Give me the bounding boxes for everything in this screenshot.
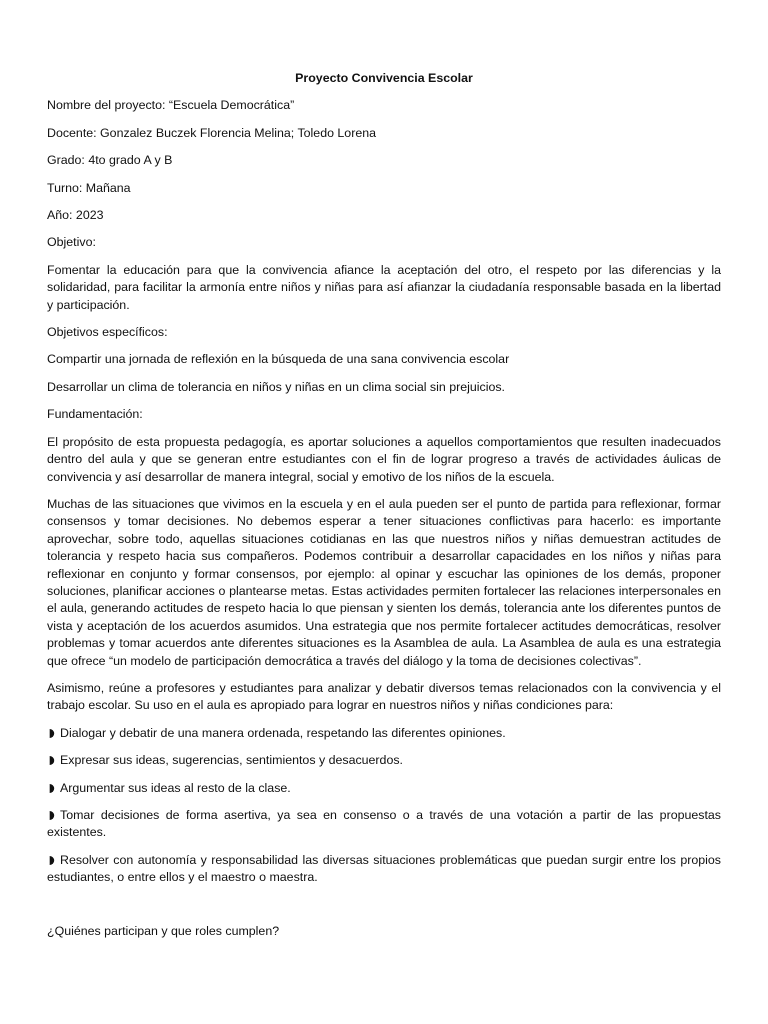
fundamentation-paragraph: Asimismo, reúne a profesores y estudiantes para analizar y debatir diversos temas relacionados con la convivencia y el trabajo escolar. Su uso en el aula es apropiado para lograr en nuestros niños y niñas condiciones para: bbox=[47, 680, 721, 713]
bullet-item bbox=[47, 725, 721, 742]
bullet-item bbox=[47, 852, 721, 887]
participants-question: ¿Quiénes participan y que roles cumplen? bbox=[47, 923, 280, 938]
bullet-text: Resolver con autonomía y responsabilidad las diversas situaciones problemáticas que puedan surgir entre los propios estudiantes, o entre ellos y el maestro o maestra. bbox=[47, 852, 721, 885]
half-circle-bullet-icon bbox=[47, 756, 56, 765]
grade-field: Grado: 4to grado A y B bbox=[47, 153, 173, 168]
shift-field: Turno: Mañana bbox=[47, 180, 131, 195]
fundamentation-heading: Fundamentación: bbox=[47, 407, 143, 422]
year-field: Año: 2023 bbox=[47, 208, 104, 223]
fundamentation-paragraph: El propósito de esta propuesta pedagogía, es aportar soluciones a aquellos comportamientos que resulten inadecuados dentro del aula y que se generan entre estudiantes con el fin de lograr progreso a través de actividades áulicas de convivencia y así desarrollar de manera integral, social y emotivo de los niños de la escuela. bbox=[47, 434, 721, 484]
bullet-text: Tomar decisiones de forma asertiva, ya sea en consenso o a través de una votación a partir de las propuestas existentes. bbox=[47, 808, 721, 840]
half-circle-bullet-icon bbox=[47, 729, 56, 738]
section-spacer bbox=[47, 897, 721, 923]
half-circle-bullet-icon bbox=[47, 856, 56, 865]
bullet-item bbox=[47, 807, 721, 842]
document-page bbox=[47, 70, 721, 950]
teacher-field: Docente: Gonzalez Buczek Florencia Melina; Toledo Lorena bbox=[47, 125, 376, 140]
bullet-item bbox=[47, 780, 721, 797]
specific-objective-item: Desarrollar un clima de tolerancia en niños y niñas en un clima social sin prejuicios. bbox=[47, 379, 505, 394]
specific-objectives-heading: Objetivos específicos: bbox=[47, 325, 168, 340]
bullet-text: Expresar sus ideas, sugerencias, sentimientos y desacuerdos. bbox=[60, 753, 403, 768]
objective-paragraph: Fomentar la educación para que la convivencia afiance la aceptación del otro, el respeto por las diferencias y la solidaridad, para facilitar la armonía entre niños y niñas para así afianzar la ciudadanía responsable basada en la libertad y participación. bbox=[47, 262, 721, 312]
fundamentation-paragraph: Muchas de las situaciones que vivimos en la escuela y en el aula pueden ser el punto de partida para reflexionar, formar consensos y tomar decisiones. No debemos esperar a tener situaciones conflictivas para hacerlo: es importante aprovechar, sobre todo, aquellas situaciones cotidianas en las que nuestros niños y niñas demuestran actitudes de tolerancia y respeto hacia sus compañeros. Podemos contribuir a desarrollar capacidades en los niños y niñas para reflexionar en conjunto y formar consensos, por ejemplo: al opinar y escuchar las opiniones de los demás, proponer soluciones, planificar acciones o plantearse metas. Estas actividades permiten fortalecer las relaciones interpersonales en el aula, generando actitudes de respeto hacia lo que piensan y sienten los demás, tolerancia ante los diferentes puntos de vista y aceptación de los acuerdos asumidos. Una estrategia que nos permite fortalecer actitudes democráticas, resolver problemas y tomar acuerdos ante diferentes situaciones es la Asamblea de aula. La Asamblea de aula es una estrategia que ofrece “un modelo de participación democrática a través del diálogo y la toma de decisiones colectivas”. bbox=[47, 496, 721, 668]
half-circle-bullet-icon bbox=[47, 784, 56, 793]
half-circle-bullet-icon bbox=[47, 811, 56, 820]
objective-heading: Objetivo: bbox=[47, 235, 96, 250]
document-title: Proyecto Convivencia Escolar bbox=[295, 71, 473, 85]
specific-objective-item: Compartir una jornada de reflexión en la búsqueda de una sana convivencia escolar bbox=[47, 352, 510, 367]
bullet-text: Dialogar y debatir de una manera ordenada, respetando las diferentes opiniones. bbox=[60, 725, 506, 740]
bullet-text: Argumentar sus ideas al resto de la clase. bbox=[60, 780, 291, 795]
bullet-item bbox=[47, 752, 721, 769]
project-name-field: Nombre del proyecto: “Escuela Democrática” bbox=[47, 98, 295, 113]
